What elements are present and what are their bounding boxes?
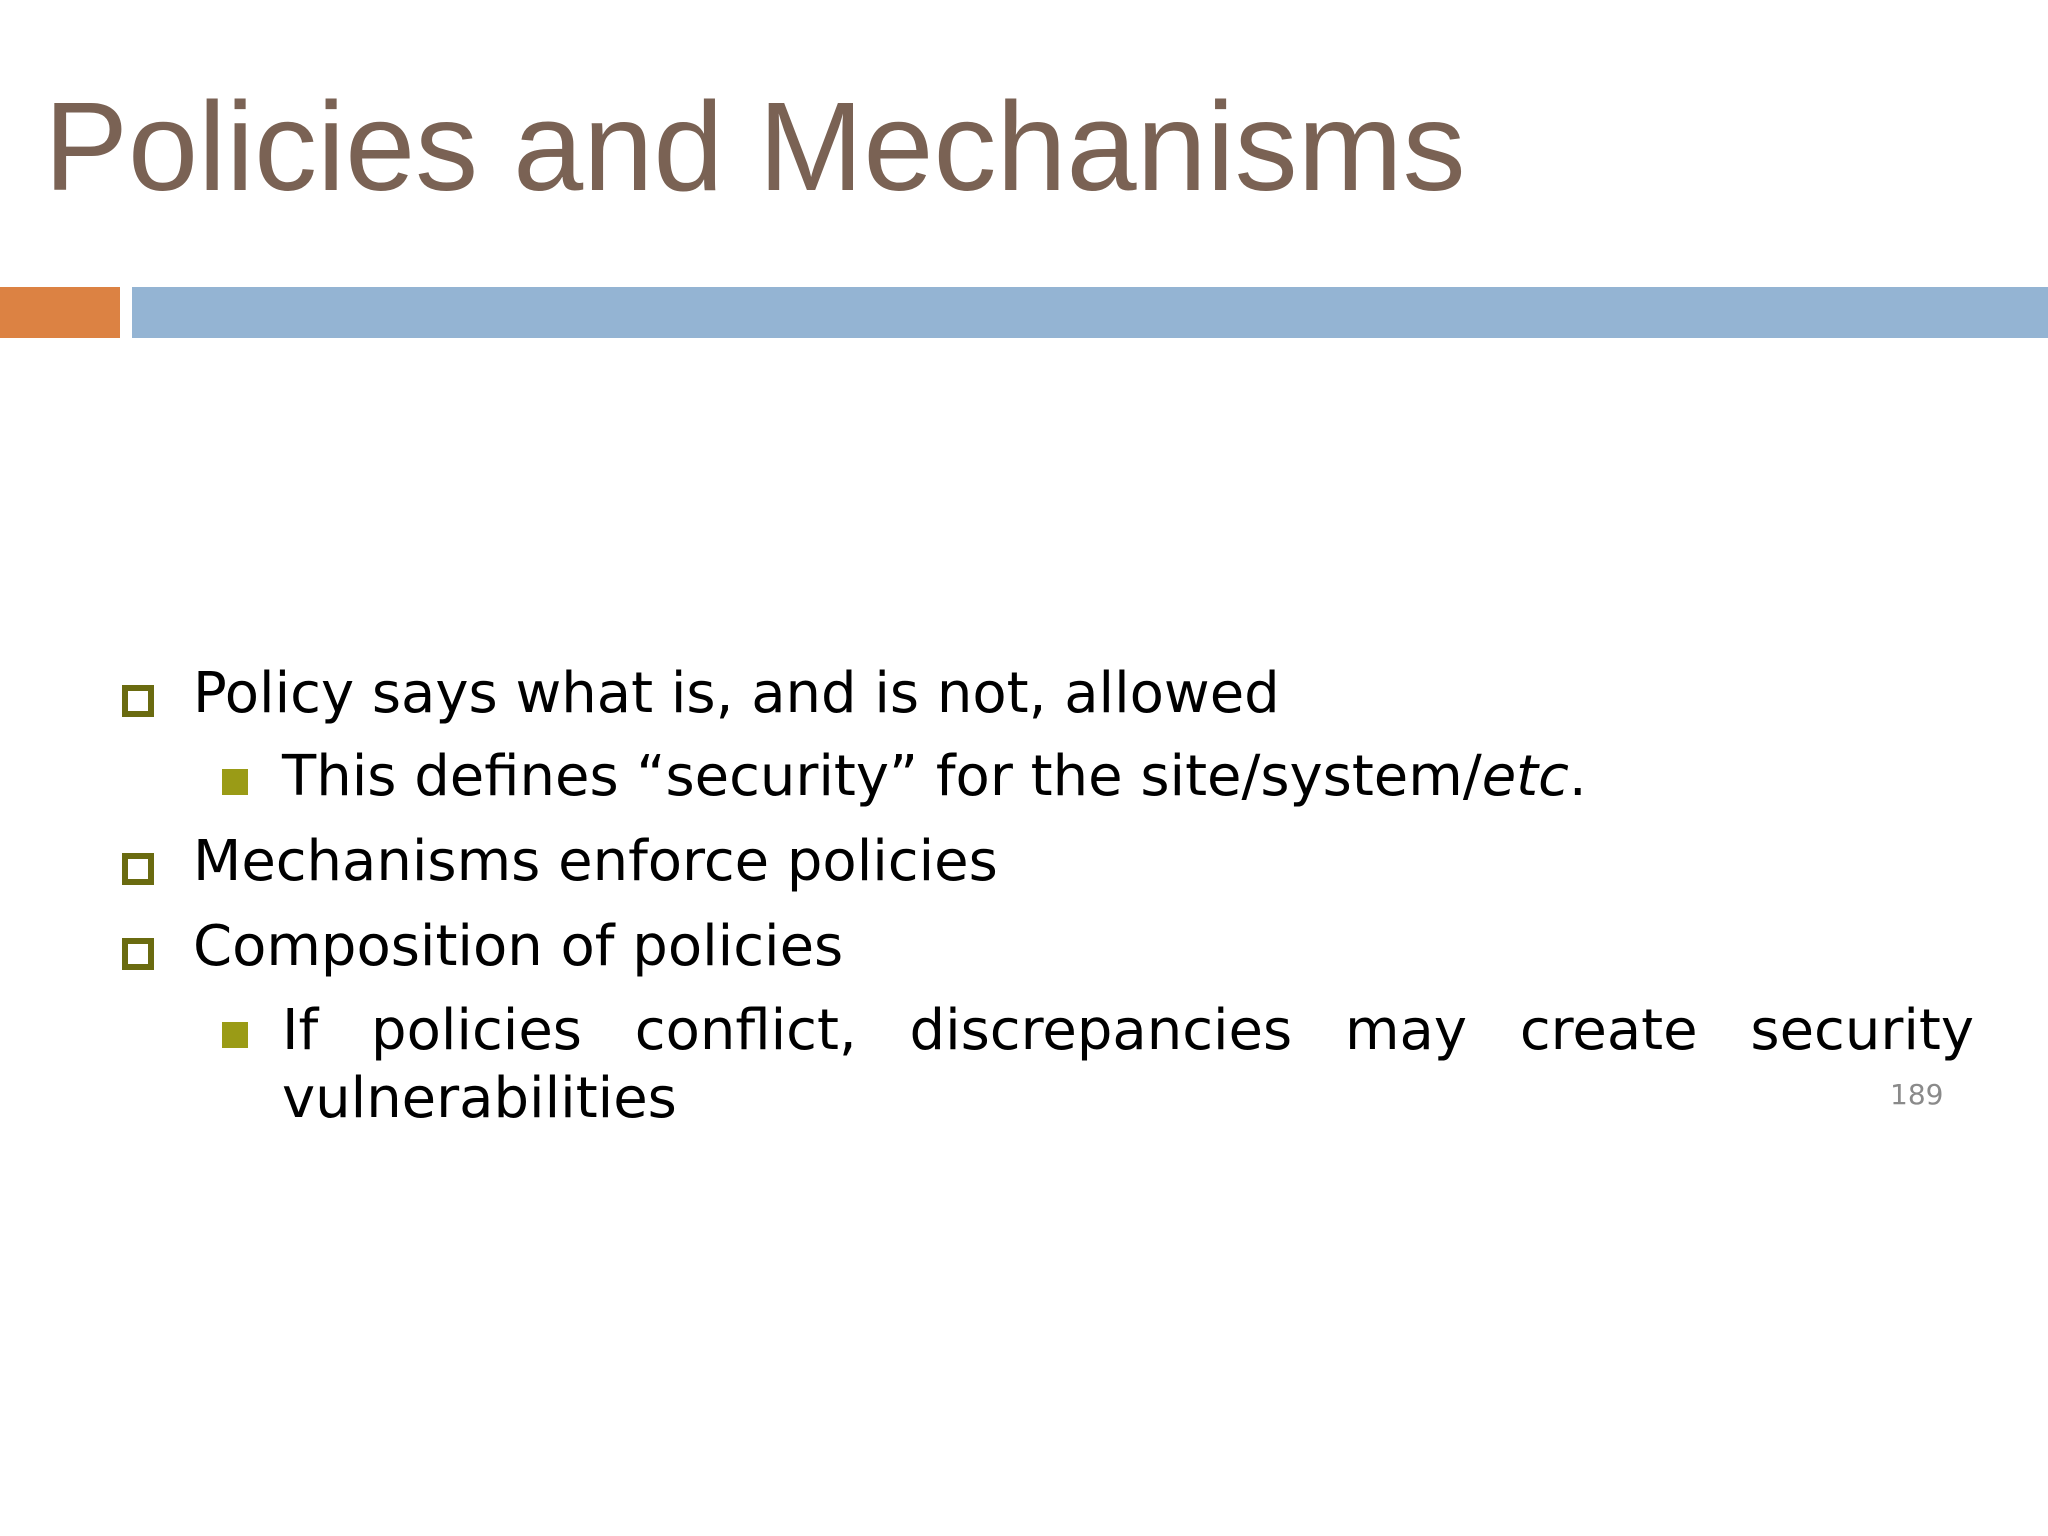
filled-square-bullet-icon — [222, 769, 248, 795]
bullet-item-composition — [193, 913, 843, 981]
sub-bullet-text-line1: If policies conflict, discrepancies may create security — [282, 998, 1974, 1063]
bullet-text: Composition of policies — [193, 914, 844, 979]
sub-bullet-text-end: . — [1568, 744, 1587, 809]
title-accent-bar — [0, 287, 120, 338]
sub-bullet-text: This defines “security” for the site/system/ — [282, 744, 1482, 809]
bullet-item-mechanisms — [193, 828, 998, 896]
bullet-text: Mechanisms enforce policies — [193, 829, 998, 894]
sub-bullet-italic-text: etc — [1481, 744, 1569, 809]
page-number: 189 — [1890, 1078, 1944, 1111]
hollow-square-bullet-icon — [122, 938, 154, 970]
hollow-square-bullet-icon — [122, 853, 154, 885]
sub-bullet-text-line2: vulnerabilities — [282, 1066, 677, 1131]
sub-bullet-item-conflict — [282, 997, 1974, 1133]
slide-title: Policies and Mechanisms — [44, 76, 1466, 217]
hollow-square-bullet-icon — [122, 685, 154, 717]
title-divider-bar — [132, 287, 2048, 338]
bullet-text: Policy says what is, and is not, allowed — [193, 661, 1280, 726]
filled-square-bullet-icon — [222, 1022, 248, 1048]
sub-bullet-item-defines — [282, 743, 1587, 811]
bullet-item-policy — [193, 660, 1280, 728]
